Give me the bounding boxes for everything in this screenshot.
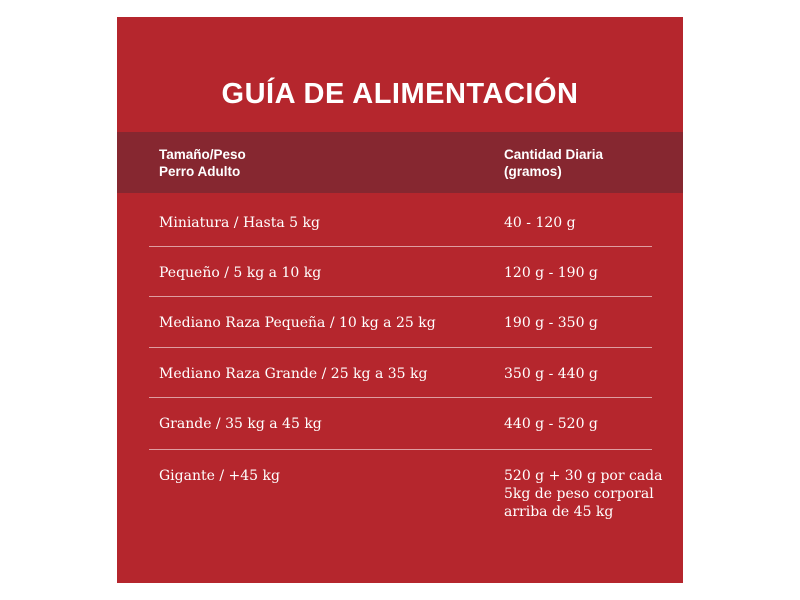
header-daily-amount-line1: Cantidad Diaria	[504, 147, 604, 162]
row-size: Pequeño / 5 kg a 10 kg	[159, 265, 322, 281]
row-amount: 190 g - 350 g	[504, 315, 598, 331]
table-row	[149, 250, 652, 297]
row-amount: 40 - 120 g	[504, 215, 576, 231]
row-size: Miniatura / Hasta 5 kg	[159, 215, 320, 231]
row-amount: 120 g - 190 g	[504, 265, 598, 281]
row-size: Grande / 35 kg a 45 kg	[159, 416, 322, 432]
header-size-weight	[159, 146, 246, 180]
table-row	[149, 300, 652, 348]
row-amount: 350 g - 440 g	[504, 366, 598, 382]
table-row	[149, 200, 652, 247]
header-daily-amount-line2: (gramos)	[504, 164, 562, 179]
table-row	[149, 401, 652, 450]
header-size-weight-line1: Tamaño/Peso	[159, 147, 246, 162]
header-daily-amount	[504, 146, 603, 180]
guide-title: GUÍA DE ALIMENTACIÓN	[221, 78, 579, 110]
table-header	[117, 132, 683, 193]
table-row	[149, 453, 663, 533]
row-amount: 440 g - 520 g	[504, 416, 598, 432]
table-row	[149, 351, 652, 398]
row-size: Mediano Raza Grande / 25 kg a 35 kg	[159, 366, 428, 382]
row-size: Mediano Raza Pequeña / 10 kg a 25 kg	[159, 315, 436, 331]
header-size-weight-line2: Perro Adulto	[159, 164, 241, 179]
row-size: Gigante / +45 kg	[159, 468, 280, 484]
feeding-guide-panel	[117, 17, 683, 583]
row-amount: 520 g + 30 g por cada 5kg de peso corporal arriba de 45 kg	[504, 468, 663, 520]
